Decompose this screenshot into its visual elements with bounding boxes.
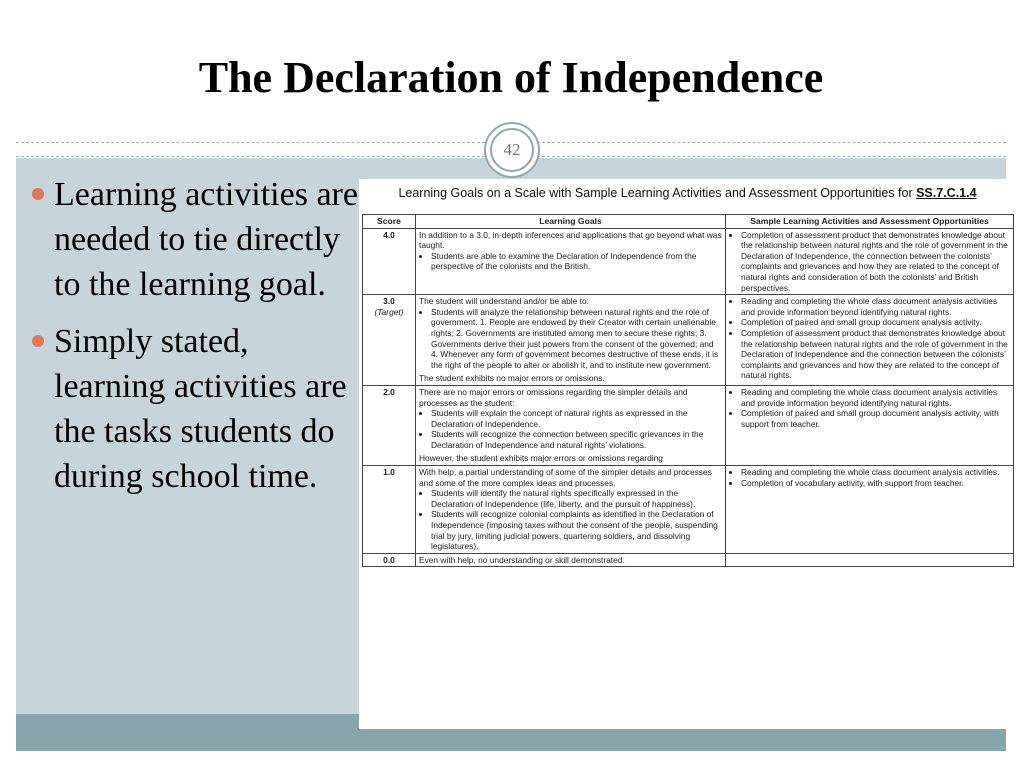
goal-intro: In addition to a 3.0, in-depth inferences and applications that go beyond what was taught. [419, 229, 722, 251]
activity-item: • Completion of paired and small group document analysis activity, with support from teacher. [741, 408, 1010, 429]
table-caption-code: SS.7.C.1.4 [916, 186, 977, 200]
activities-cell [726, 295, 1014, 386]
score-cell [363, 295, 416, 386]
score-value: 2.0 [383, 386, 395, 397]
bullet-item [26, 172, 361, 307]
score-value: 4.0 [383, 229, 395, 240]
activities-cell [726, 553, 1014, 567]
goal-list [419, 408, 722, 450]
score-target-label: (Target) [374, 306, 404, 317]
goal-intro: There are no major errors or omissions regarding the simpler details and processes as the student: [419, 386, 688, 408]
header-score: Score [363, 215, 416, 229]
goal-item: • Students will explain the concept of natural rights as expressed in the Declaration of Independence. [431, 408, 722, 429]
learning-goals-cell [416, 295, 726, 386]
goal-outro: However, the student exhibits major errors or omissions regarding [419, 453, 663, 464]
score-cell [363, 385, 416, 465]
goal-list [419, 251, 722, 272]
header-activities: Sample Learning Activities and Assessment Opportunities [726, 215, 1014, 229]
score-cell [363, 466, 416, 554]
bullet-text: Learning activities are needed to tie directly to the learning goal. [54, 176, 358, 303]
slide-number: 42 [490, 128, 534, 172]
goal-item: • Students will analyze the relationship between natural rights and the role of government. 1. People are endowed by their Creator with certain unalienable rights; 2. Governments are instituted among men to secure these rights; 3. Governments derive their just powers from the consent of the governed; and 4. Whenever any form of government becomes destructive of these ends, it is the right of the people to alter or abolish it, and to institute new government. [431, 307, 722, 371]
table-body [363, 228, 1014, 567]
table-caption [359, 186, 1016, 200]
learning-goals-cell [416, 466, 726, 554]
activity-item: • Completion of paired and small group document analysis activity. [741, 317, 1010, 328]
table-row [363, 553, 1014, 567]
table-caption-text: Learning Goals on a Scale with Sample Learning Activities and Assessment Opportunities for [398, 186, 917, 200]
bullet-list [26, 172, 361, 511]
bullet-item [26, 319, 361, 499]
table-row [363, 295, 1014, 386]
goal-list [419, 488, 722, 552]
table-row [363, 466, 1014, 554]
slide-title: The Declaration of Independence [198, 53, 824, 102]
activity-item: • Completion of vocabulary activity, with support from teacher. [741, 478, 1010, 489]
goal-intro: Even with help, no understanding or skill demonstrated. [419, 554, 625, 565]
activity-item: • Completion of assessment product that demonstrates knowledge about the relationship between natural rights and the role of government in the Declaration of Independence and the connection between the colonists’ complaints and grievances and how they are related to the concept of natural rights. [741, 328, 1010, 381]
goal-item: • Students are able to examine the Declaration of Independence from the perspective of the colonists and the British. [431, 251, 722, 272]
table-header-row [363, 215, 1014, 229]
learning-goals-table-image [359, 179, 1016, 729]
activity-list [729, 296, 1010, 381]
activity-item: • Reading and completing the whole class document analysis activities. [741, 467, 1010, 478]
activity-item: • Reading and completing the whole class document analysis activities and provide information beyond identifying natural rights. [741, 387, 1010, 408]
activity-list [729, 467, 1010, 488]
activities-cell [726, 385, 1014, 465]
table-row [363, 385, 1014, 465]
activity-item: • Completion of assessment product that demonstrates knowledge about the relationship between natural rights and the role of government in the Declaration of Independence, the connection between the colonists’ complaints and grievances and how they are related to the concept of natural rights and consideration of both the colonists’ and British perspectives. [741, 230, 1010, 294]
goal-item: • Students will identify the natural rights specifically expressed in the Declaration of Independence (life, liberty, and the pursuit of happiness). [431, 488, 722, 509]
activity-list [729, 387, 1010, 429]
learning-goals-cell [416, 228, 726, 295]
header-learning-goals: Learning Goals [416, 215, 726, 229]
goal-item: • Students will recognize colonial complaints as identified in the Declaration of Independence (imposing taxes without the consent of the people, suspending trial by jury, limiting judicial powers, quartering soldiers, and dissolving legislatures). [431, 509, 722, 551]
learning-goals-cell [416, 385, 726, 465]
goal-intro: With help, a partial understanding of some of the simpler details and processes and some of the more complex ideas and processes. [419, 467, 712, 488]
activities-cell [726, 228, 1014, 295]
activity-item: • Reading and completing the whole class document analysis activities and provide information beyond identifying natural rights. [741, 296, 1010, 317]
score-value: 0.0 [383, 554, 395, 565]
learning-goals-cell [416, 553, 726, 567]
bullet-text: Simply stated, learning activities are the tasks students do during school time. [54, 323, 347, 495]
slide [16, 16, 1006, 751]
goal-item: • Students will recognize the connection between specific grievances in the Declaration of Independence and natural rights’ violations. [431, 429, 722, 450]
activity-list [729, 230, 1010, 294]
goal-list [419, 307, 722, 371]
activities-cell [726, 466, 1014, 554]
bullet-dot-icon [32, 188, 44, 200]
score-cell [363, 228, 416, 295]
score-value: 3.0 [383, 296, 395, 307]
score-cell [363, 553, 416, 567]
table-row [363, 228, 1014, 295]
goal-outro: The student exhibits no major errors or omissions. [419, 373, 605, 384]
goal-intro: The student will understand and/or be able to: [419, 296, 589, 307]
learning-goals-table [362, 214, 1014, 567]
bullet-dot-icon [32, 335, 44, 347]
slide-number-badge [484, 122, 540, 178]
score-value: 1.0 [383, 467, 395, 478]
